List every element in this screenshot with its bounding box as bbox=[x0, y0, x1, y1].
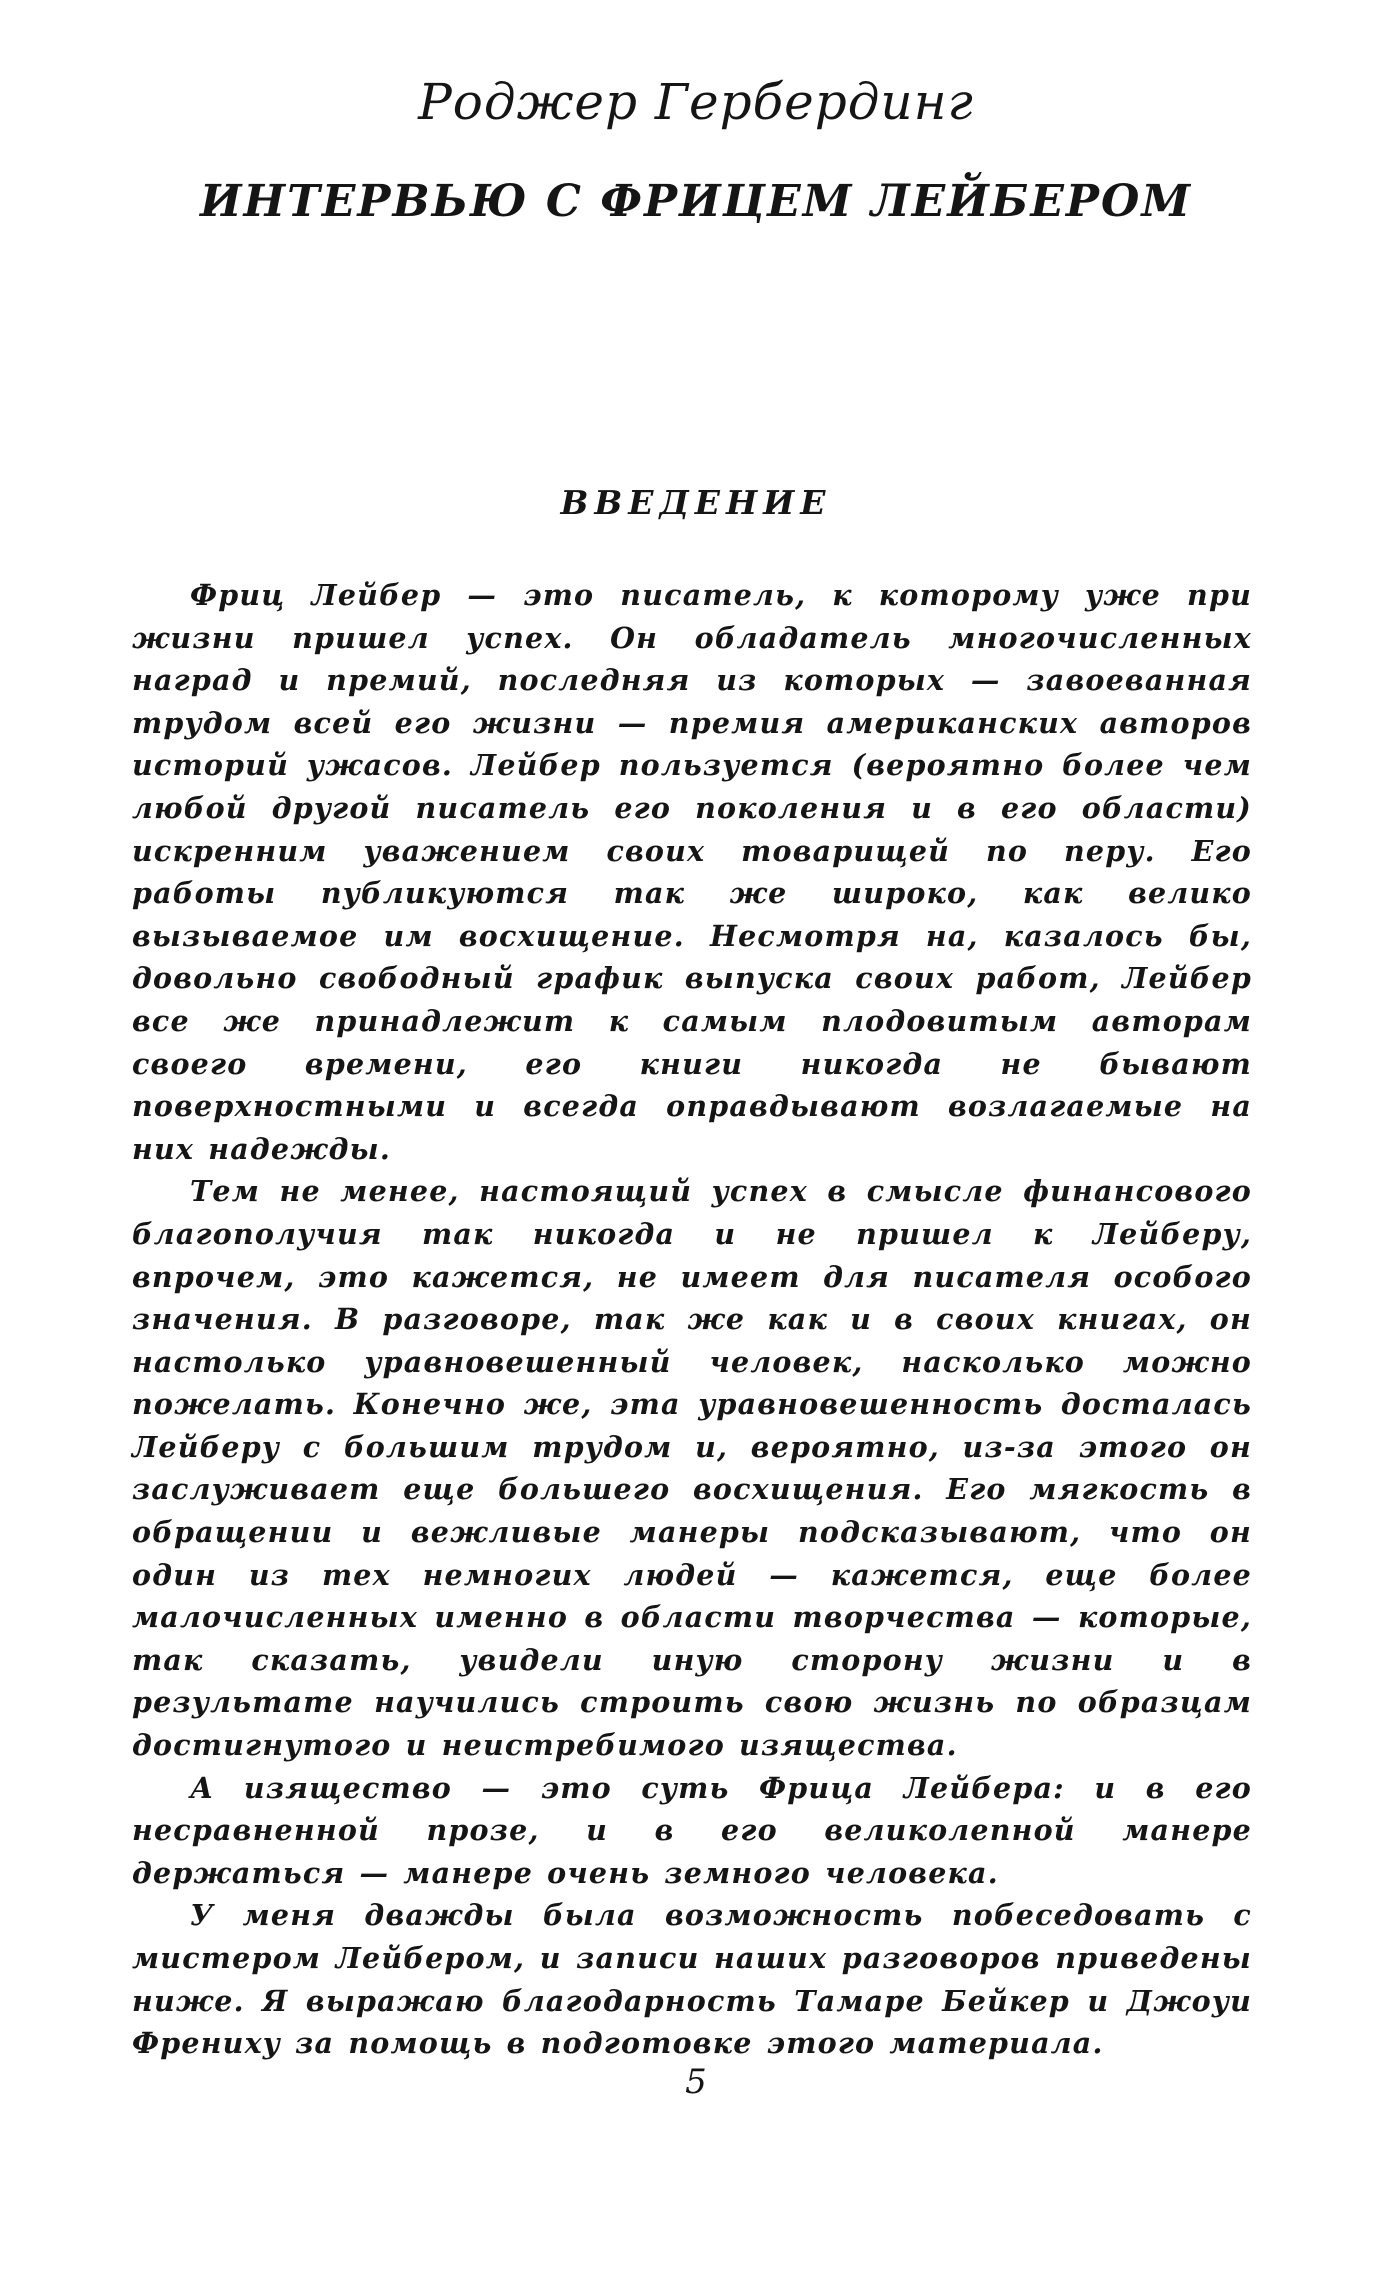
paragraph-2: Тем не менее, настоящий успех в смысле финансового благополучия так никогда и не пришел к Лейберу, впрочем, это кажется, не имеет для писателя особого значения. В разговоре, так же как и в своих книгах, он настолько уравновешенный человек, насколько можно пожелать. Конечно же, эта уравновешенность досталась Лейберу с большим трудом и, вероятно, из-за этого он заслуживает еще большего восхищения. Его мягкость в обращении и вежливые манеры подсказывают, что он один из тех немногих людей — кажется, еще более малочисленных именно в области творчества — которые, так сказать, увидели иную сторону жизни и в результате научились строить свою жизнь по образцам достигнутого и неистребимого изящества. bbox=[132, 1174, 1252, 1763]
paragraph-1: Фриц Лейбер — это писатель, к которому уже при жизни пришел успех. Он обладатель многочисленных наград и премий, последняя из которых — завоеванная трудом всей его жизни — премия американских авторов историй ужасов. Лейбер пользуется (вероятно более чем любой другой писатель его поколения и в его области) искренним уважением своих товарищей по перу. Его работы публикуются так же широко, как велико вызываемое им восхищение. Несмотря на, казалось бы, довольно свободный график выпуска своих работ, Лейбер все же принадлежит к самым плодовитым авторам своего времени, его книги никогда не бывают поверхностными и всегда оправдывают возлагаемые на них надежды. bbox=[132, 578, 1252, 1166]
paragraph-4: У меня дважды была возможность побеседовать с мистером Лейбером, и записи наших разговоров приведены ниже. Я выражаю благодарность Тамаре Бейкер и Джоуи Френиху за помощь в подготовке этого материала. bbox=[132, 1898, 1252, 2061]
article-title: ИНТЕРВЬЮ С ФРИЦЕМ ЛЕЙБЕРОМ bbox=[199, 176, 1193, 227]
page-number: 5 bbox=[685, 2062, 707, 2102]
section-heading: ВВЕДЕНИЕ bbox=[560, 483, 832, 522]
paragraph-3: А изящество — это суть Фрица Лейбера: и в его несравненной прозе, и в его великолепной манере держаться — манере очень земного человека. bbox=[132, 1770, 1252, 1890]
author-name: Роджер Гербердинг bbox=[418, 73, 974, 131]
body-text bbox=[132, 574, 1252, 2065]
